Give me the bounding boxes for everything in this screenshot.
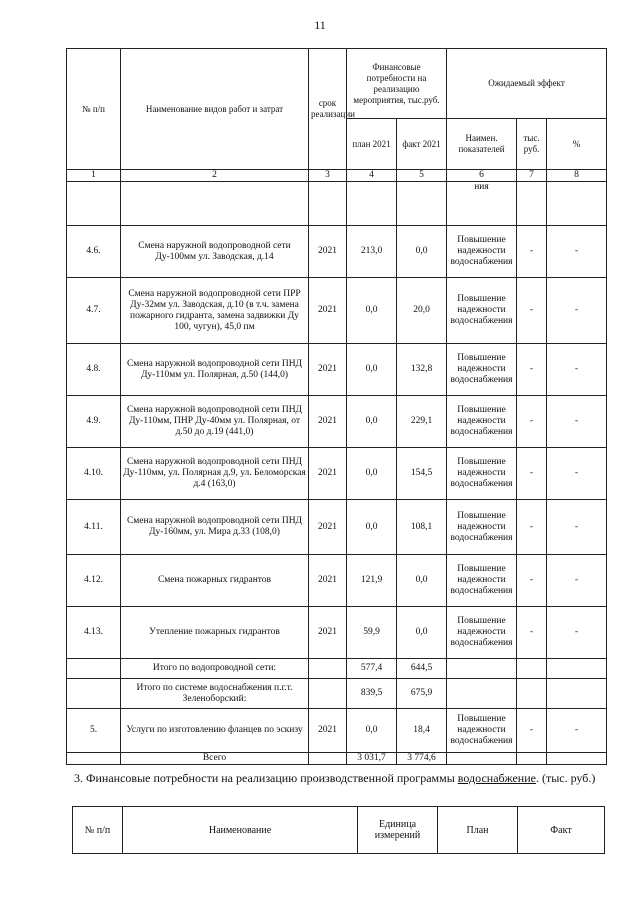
section-3-title: [74, 771, 595, 786]
row-effect: Повышение надежности водоснабжения: [447, 396, 517, 448]
row-num: 4.10.: [67, 448, 121, 500]
subtotal-network-row: [67, 659, 607, 679]
row-term: 2021: [309, 278, 347, 344]
row-num: 4.12.: [67, 555, 121, 607]
row-num: 5.: [67, 709, 121, 753]
table-row: [67, 344, 607, 396]
row-fact: 108,1: [397, 500, 447, 555]
row-pct: -: [547, 226, 607, 278]
row-fact: 154,5: [397, 448, 447, 500]
col-number: 2: [121, 170, 309, 182]
row-pct: -: [547, 607, 607, 659]
row-plan: 0,0: [347, 448, 397, 500]
row-num: 4.9.: [67, 396, 121, 448]
table-row: [67, 607, 607, 659]
total-label: Всего: [121, 753, 309, 765]
row-name: Смена пожарных гидрантов: [121, 555, 309, 607]
total-fact: 3 774,6: [397, 753, 447, 765]
subtotal-system-fact: 675,9: [397, 679, 447, 709]
bottom-header-fact: Факт: [518, 807, 605, 854]
row-num: 4.6.: [67, 226, 121, 278]
header-name: Наименование видов работ и затрат: [121, 49, 309, 170]
section-3-title-start: 3. Финансовые потребности на реализацию производственной программы: [74, 771, 458, 785]
header-fact: факт 2021: [397, 119, 447, 170]
subtotal-network-plan: 577,4: [347, 659, 397, 679]
row-plan: 0,0: [347, 278, 397, 344]
row-fact: 20,0: [397, 278, 447, 344]
section-3-title-end: . (тыс. руб.): [535, 771, 596, 785]
row-plan: 0,0: [347, 500, 397, 555]
bottom-header-unit: Единица измерений: [358, 807, 438, 854]
row-fact: 132,8: [397, 344, 447, 396]
financing-table: [72, 806, 605, 854]
row-term: 2021: [309, 396, 347, 448]
header-financing: Финансовые потребности на реализацию мероприятия, тыс.руб.: [347, 49, 447, 119]
investment-table: [66, 48, 607, 765]
row-name: Смена наружной водопроводной сети ПРР Ду-32мм ул. Заводская, д.10 (в т.ч. замена пожарного гидранта, замена задвижки Ду 100, чугун), 45,0 пм: [121, 278, 309, 344]
row-effect: Повышение надежности водоснабжения: [447, 448, 517, 500]
header-percent: %: [547, 119, 607, 170]
total-row: [67, 753, 607, 765]
row-fact: 0,0: [397, 555, 447, 607]
row-rub: -: [517, 709, 547, 753]
row-term: 2021: [309, 500, 347, 555]
row-name: Смена наружной водопроводной сети Ду-100мм ул. Заводская, д.14: [121, 226, 309, 278]
row-effect: Повышение надежности водоснабжения: [447, 607, 517, 659]
header-indicator: Наимен. показателей: [447, 119, 517, 170]
row-pct: -: [547, 555, 607, 607]
row-effect: Повышение надежности водоснабжения: [447, 500, 517, 555]
row-name: Утепление пожарных гидрантов: [121, 607, 309, 659]
table-row: [67, 709, 607, 753]
col-number: 7: [517, 170, 547, 182]
header-num: № п/п: [67, 49, 121, 170]
row-rub: -: [517, 226, 547, 278]
row-pct: -: [547, 344, 607, 396]
row-plan: 0,0: [347, 344, 397, 396]
row-name: Смена наружной водопроводной сети ПНД Ду-160мм, ул. Мира д.33 (108,0): [121, 500, 309, 555]
row-fact: 0,0: [397, 607, 447, 659]
col-number: 5: [397, 170, 447, 182]
page-number: 11: [314, 18, 326, 32]
row-effect: Повышение надежности водоснабжения: [447, 226, 517, 278]
row-rub: -: [517, 396, 547, 448]
header-thousand-rub: тыс. руб.: [517, 119, 547, 170]
col-number: 8: [547, 170, 607, 182]
col-number: 3: [309, 170, 347, 182]
row-term: 2021: [309, 448, 347, 500]
bottom-header-plan: План: [438, 807, 518, 854]
row-plan: 213,0: [347, 226, 397, 278]
row-pct: -: [547, 448, 607, 500]
row-pct: -: [547, 709, 607, 753]
table-row: [67, 396, 607, 448]
col-number: 6: [447, 170, 517, 182]
row-term: 2021: [309, 226, 347, 278]
row-pct: -: [547, 396, 607, 448]
table-row: [67, 226, 607, 278]
row-plan: 0,0: [347, 396, 397, 448]
row-fact: 229,1: [397, 396, 447, 448]
continuation-row: [67, 182, 607, 226]
row-name: Смена наружной водопроводной сети ПНД Ду-110мм, ул. Полярная д.9, ул. Беломорская д.4 (163,0): [121, 448, 309, 500]
row-term: 2021: [309, 709, 347, 753]
col-number: 4: [347, 170, 397, 182]
header-term: срок реализации: [309, 49, 347, 170]
table-row: [67, 278, 607, 344]
row-effect: Повышение надежности водоснабжения: [447, 555, 517, 607]
continuation-effect: ния: [447, 182, 517, 226]
row-term: 2021: [309, 344, 347, 396]
section-3-title-underlined: водоснабжение: [457, 771, 536, 785]
row-pct: -: [547, 278, 607, 344]
subtotal-system-plan: 839,5: [347, 679, 397, 709]
header-effect: Ожидаемый эффект: [447, 49, 607, 119]
row-name: Смена наружной водопроводной сети ПНД Ду-110мм ул. Полярная, д.50 (144,0): [121, 344, 309, 396]
header-plan: план 2021: [347, 119, 397, 170]
row-name: Смена наружной водопроводной сети ПНД Ду-110мм, ПНР Ду-40мм ул. Полярная, от д.50 до д.19 (441,0): [121, 396, 309, 448]
row-num: 4.8.: [67, 344, 121, 396]
row-rub: -: [517, 607, 547, 659]
row-rub: -: [517, 344, 547, 396]
row-plan: 121,9: [347, 555, 397, 607]
col-number: 1: [67, 170, 121, 182]
subtotal-system-label: Итого по системе водоснабжения п.г.т. Зеленоборский:: [121, 679, 309, 709]
row-plan: 0,0: [347, 709, 397, 753]
subtotal-network-label: Итого по водопроводной сети:: [121, 659, 309, 679]
row-num: 4.13.: [67, 607, 121, 659]
row-term: 2021: [309, 607, 347, 659]
row-num: 4.7.: [67, 278, 121, 344]
row-fact: 0,0: [397, 226, 447, 278]
row-effect: Повышение надежности водоснабжения: [447, 344, 517, 396]
row-effect: Повышение надежности водоснабжения: [447, 278, 517, 344]
row-rub: -: [517, 500, 547, 555]
row-num: 4.11.: [67, 500, 121, 555]
total-plan: 3 031,7: [347, 753, 397, 765]
row-name: Услуги по изготовлению фланцев по эскизу: [121, 709, 309, 753]
row-rub: -: [517, 278, 547, 344]
row-pct: -: [547, 500, 607, 555]
subtotal-system-row: [67, 679, 607, 709]
row-term: 2021: [309, 555, 347, 607]
table-row: [67, 555, 607, 607]
bottom-header-name: Наименование: [123, 807, 358, 854]
row-effect: Повышение надежности водоснабжения: [447, 709, 517, 753]
subtotal-network-fact: 644,5: [397, 659, 447, 679]
row-plan: 59,9: [347, 607, 397, 659]
row-fact: 18,4: [397, 709, 447, 753]
row-rub: -: [517, 555, 547, 607]
row-rub: -: [517, 448, 547, 500]
table-row: [67, 500, 607, 555]
table-row: [67, 448, 607, 500]
bottom-header-num: № п/п: [73, 807, 123, 854]
